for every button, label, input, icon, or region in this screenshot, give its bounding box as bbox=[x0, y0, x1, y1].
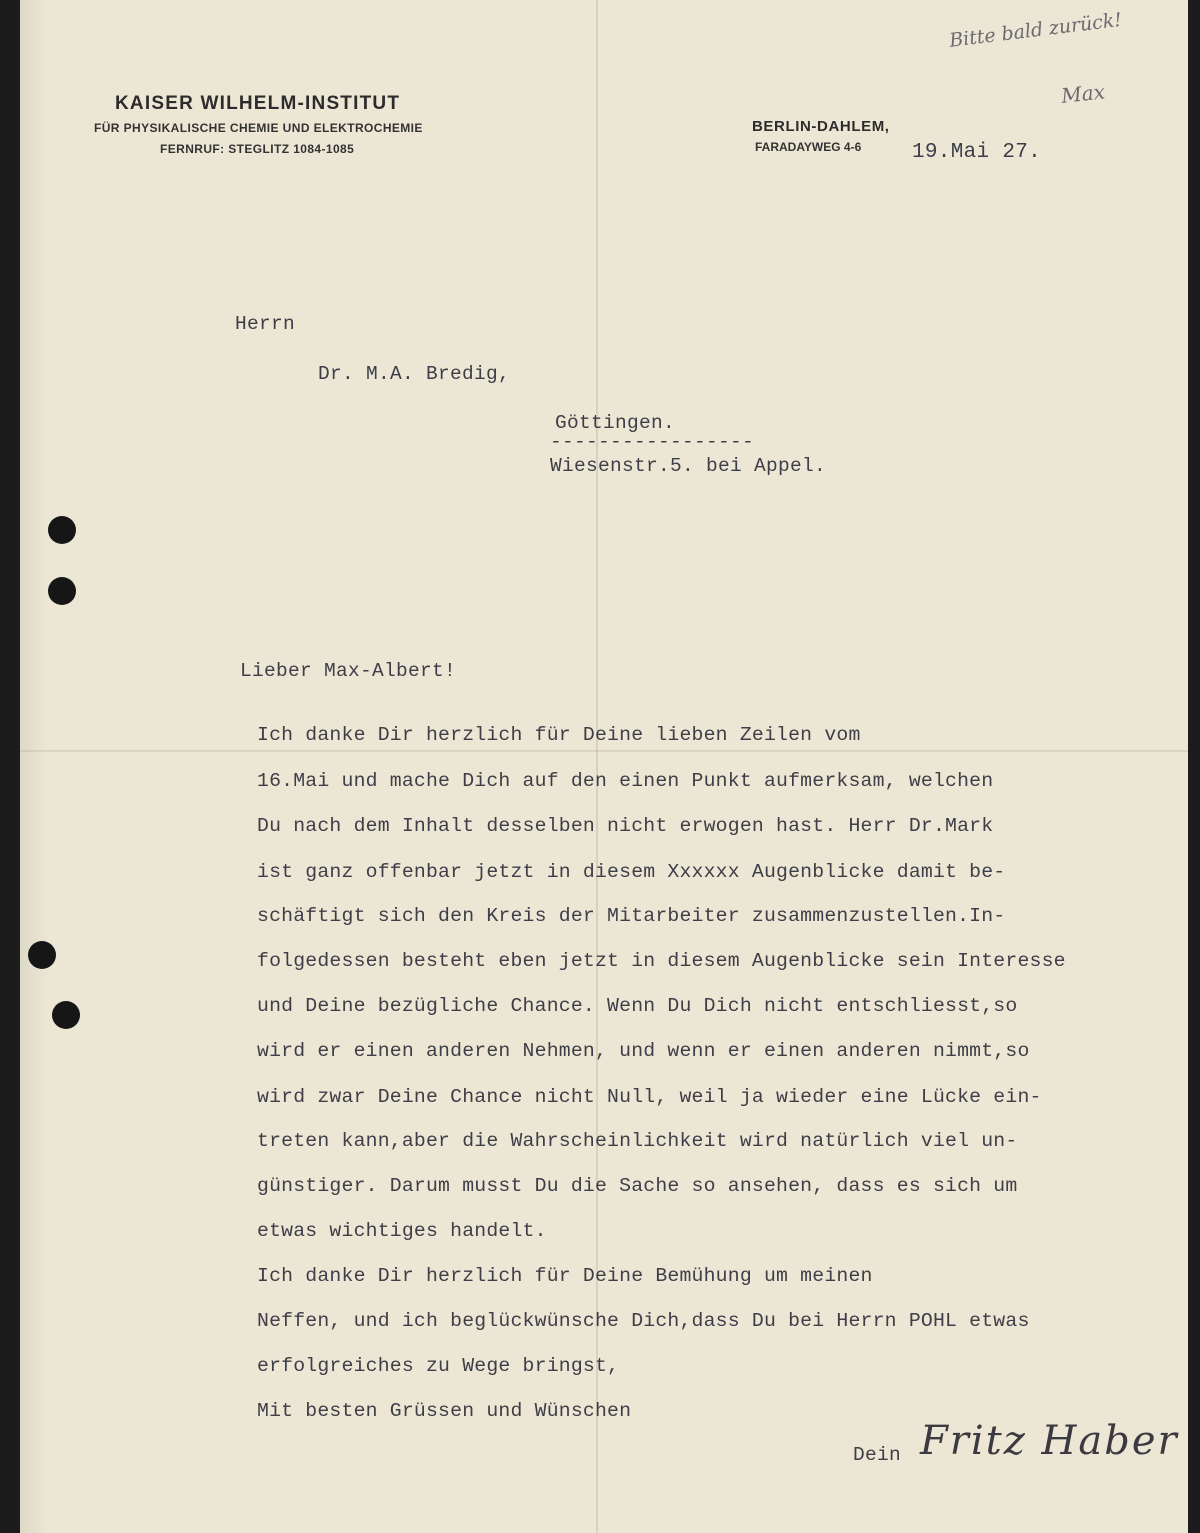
body-line: Du nach dem Inhalt desselben nicht erwogen hast. Herr Dr.Mark bbox=[257, 815, 994, 837]
letterhead-city: BERLIN-DAHLEM, bbox=[752, 118, 890, 135]
punch-hole bbox=[52, 1001, 80, 1029]
greeting: Lieber Max-Albert! bbox=[240, 660, 457, 682]
letter-date: 19.Mai 27. bbox=[912, 141, 1042, 164]
fold-crease-vertical bbox=[596, 0, 598, 1533]
body-line: etwas wichtiges handelt. bbox=[257, 1220, 547, 1242]
body-line: wird er einen anderen Nehmen, und wenn er einen anderen nimmt,so bbox=[257, 1040, 1030, 1062]
address-city: Göttingen. bbox=[555, 412, 676, 434]
address-title: Herrn bbox=[235, 313, 296, 335]
closing: Dein bbox=[853, 1444, 902, 1466]
body-line: 16.Mai und mache Dich auf den einen Punkt aufmerksam, welchen bbox=[257, 770, 994, 792]
handwritten-note: Bitte bald zurück! bbox=[948, 8, 1124, 52]
body-line: treten kann,aber die Wahrscheinlichkeit wird natürlich viel un- bbox=[257, 1130, 1018, 1152]
punch-hole bbox=[48, 516, 76, 544]
body-line: ist ganz offenbar jetzt in diesem Xxxxxx Augenblicke damit be- bbox=[257, 861, 1006, 883]
body-line: schäftigt sich den Kreis der Mitarbeiter zusammenzustellen.In- bbox=[257, 905, 1006, 927]
address-street: Wiesenstr.5. bei Appel. bbox=[550, 455, 827, 477]
body-line: Mit besten Grüssen und Wünschen bbox=[257, 1400, 632, 1422]
body-line: Ich danke Dir herzlich für Deine lieben Zeilen vom bbox=[257, 724, 861, 746]
address-name: Dr. M.A. Bredig, bbox=[318, 363, 511, 385]
punch-hole bbox=[28, 941, 56, 969]
letterhead-institute: KAISER WILHELM-INSTITUT bbox=[115, 93, 401, 114]
body-line: wird zwar Deine Chance nicht Null, weil ja wieder eine Lücke ein- bbox=[257, 1086, 1042, 1108]
letterhead-department: FÜR PHYSIKALISCHE CHEMIE UND ELEKTROCHEMIE bbox=[94, 121, 423, 135]
address-underline: ----------------- bbox=[550, 431, 755, 453]
handwritten-note-signature: Max bbox=[1060, 79, 1106, 108]
letterhead-phone: FERNRUF: STEGLITZ 1084-1085 bbox=[160, 142, 355, 156]
letter-sheet bbox=[20, 0, 1188, 1533]
body-line: erfolgreiches zu Wege bringst, bbox=[257, 1355, 620, 1377]
body-line: folgedessen besteht eben jetzt in diesem Augenblicke sein Interesse bbox=[257, 950, 1066, 972]
body-line: und Deine bezügliche Chance. Wenn Du Dich nicht entschliesst,so bbox=[257, 995, 1018, 1017]
body-line: günstiger. Darum musst Du die Sache so ansehen, dass es sich um bbox=[257, 1175, 1018, 1197]
body-line: Neffen, und ich beglückwünsche Dich,dass Du bei Herrn POHL etwas bbox=[257, 1310, 1030, 1332]
signature: Fritz Haber bbox=[920, 1418, 1179, 1464]
body-line: Ich danke Dir herzlich für Deine Bemühung um meinen bbox=[257, 1265, 873, 1287]
letterhead-street: FARADAYWEG 4-6 bbox=[755, 140, 862, 154]
punch-hole bbox=[48, 577, 76, 605]
fold-crease-horizontal bbox=[20, 750, 1188, 752]
